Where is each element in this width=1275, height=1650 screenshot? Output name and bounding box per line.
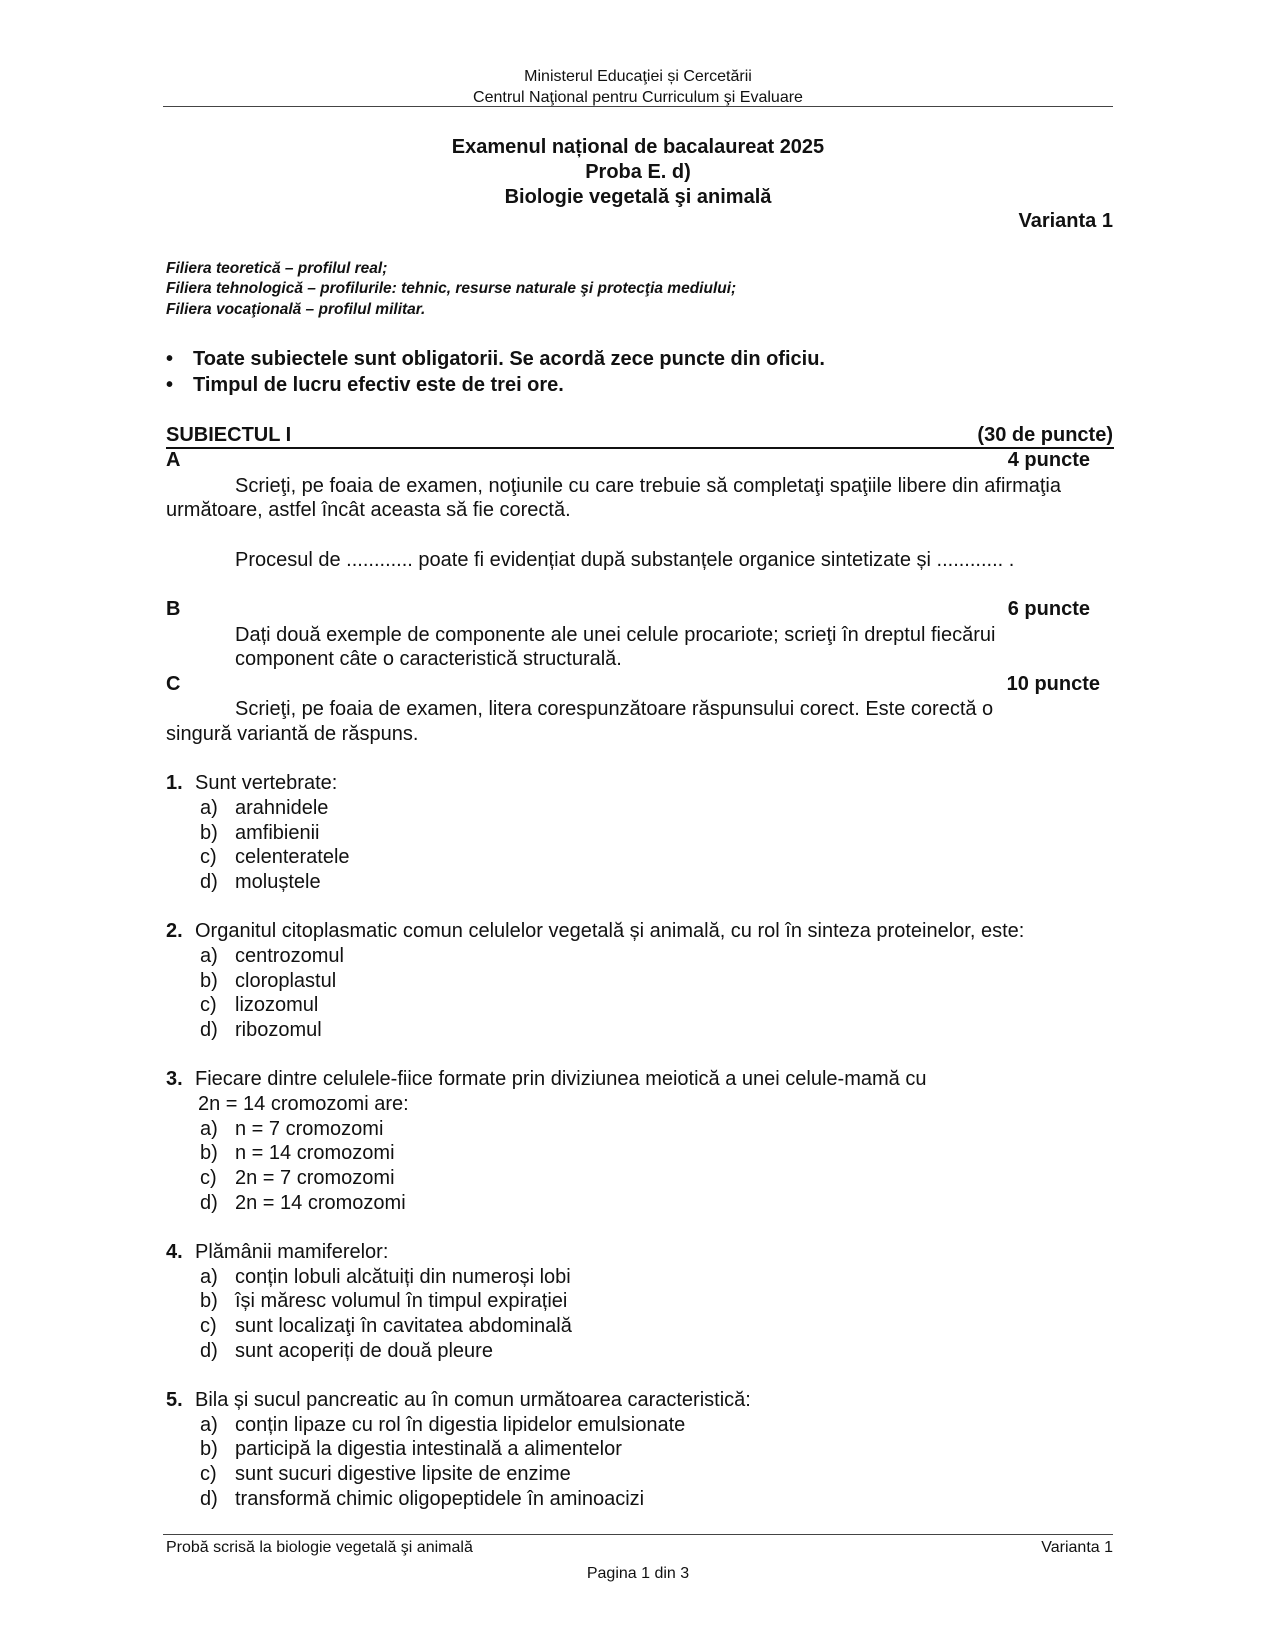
option-letter: c) xyxy=(200,1167,217,1189)
subject-title: SUBIECTUL I xyxy=(166,424,292,446)
section-a-letter: A xyxy=(166,449,181,471)
option-letter: b) xyxy=(200,822,218,844)
filiera-line: Filiera tehnologică – profilurile: tehnic, resurse naturale şi protecţia mediului; xyxy=(166,280,737,297)
option-text: lizozomul xyxy=(235,994,319,1016)
section-c-points: 10 puncte xyxy=(1006,673,1100,695)
option-text: 2n = 14 cromozomi xyxy=(235,1192,406,1214)
option-text: își măresc volumul în timpul expirației xyxy=(235,1290,568,1312)
option-text: conțin lipaze cu rol în digestia lipidelor emulsionate xyxy=(235,1414,686,1436)
option-letter: a) xyxy=(200,945,218,967)
question-text: Fiecare dintre celulele-fiice formate prin diviziunea meiotică a unei celule-mamă cu xyxy=(195,1068,927,1090)
question-number: 4. xyxy=(166,1241,183,1263)
option-text: sunt acoperiți de două pleure xyxy=(235,1340,493,1362)
option-text: transformă chimic oligopeptidele în aminoacizi xyxy=(235,1488,645,1510)
section-a-statement: Procesul de ............ poate fi evidențiat după substanțele organice sintetizate și ............ . xyxy=(235,549,1015,571)
option-letter: d) xyxy=(200,1192,218,1214)
option-text: n = 14 cromozomi xyxy=(235,1142,395,1164)
section-c-instruction: Scrieţi, pe foaia de examen, litera corespunzătoare răspunsului corect. Este corectă o xyxy=(235,698,994,720)
question-text-cont: 2n = 14 cromozomi are: xyxy=(198,1093,409,1115)
question-number: 3. xyxy=(166,1068,183,1090)
option-letter: b) xyxy=(200,970,218,992)
option-text: moluștele xyxy=(235,871,321,893)
option-letter: c) xyxy=(200,846,217,868)
question-text: Organitul citoplasmatic comun celulelor vegetală și animală, cu rol în sinteza proteinelor, este: xyxy=(195,920,1025,942)
option-letter: c) xyxy=(200,994,217,1016)
option-letter: c) xyxy=(200,1463,217,1485)
instruction-item xyxy=(166,346,825,372)
ministry-name: Ministerul Educaţiei și Cercetării xyxy=(524,68,752,85)
option-letter: b) xyxy=(200,1438,218,1460)
option-text: conțin lobuli alcătuiți din numeroși lobi xyxy=(235,1266,571,1288)
bullet-icon: • xyxy=(166,374,174,396)
center-name: Centrul Naţional pentru Curriculum şi Evaluare xyxy=(473,89,803,106)
exam-subject: Biologie vegetală şi animală xyxy=(504,186,772,208)
filiera-line: Filiera teoretică – profilul real; xyxy=(166,260,388,277)
footer-divider xyxy=(163,1534,1113,1535)
question-number: 5. xyxy=(166,1389,183,1411)
exam-title: Examenul național de bacalaureat 2025 xyxy=(451,136,825,158)
option-letter: a) xyxy=(200,1266,218,1288)
option-letter: a) xyxy=(200,1414,218,1436)
footer-left: Probă scrisă la biologie vegetală şi animală xyxy=(166,1539,473,1556)
footer-right: Varianta 1 xyxy=(1041,1539,1113,1556)
option-text: ribozomul xyxy=(235,1019,322,1041)
section-c-letter: C xyxy=(166,673,181,695)
option-text: amfibienii xyxy=(235,822,320,844)
option-letter: a) xyxy=(200,797,218,819)
section-b-points: 6 puncte xyxy=(1007,598,1090,620)
option-text: n = 7 cromozomi xyxy=(235,1118,384,1140)
option-text: celenteratele xyxy=(235,846,350,868)
option-letter: d) xyxy=(200,1488,218,1510)
question-number: 1. xyxy=(166,772,183,794)
option-letter: b) xyxy=(200,1142,218,1164)
section-b-text-cont: component câte o caracteristică structurală. xyxy=(235,648,622,670)
page-number: Pagina 1 din 3 xyxy=(586,1565,690,1582)
section-a-points: 4 puncte xyxy=(1007,449,1090,471)
option-letter: d) xyxy=(200,1340,218,1362)
option-letter: b) xyxy=(200,1290,218,1312)
exam-proba: Proba E. d) xyxy=(585,161,691,183)
instruction-item xyxy=(166,372,564,398)
question-number: 2. xyxy=(166,920,183,942)
instruction-text: Toate subiectele sunt obligatorii. Se acordă zece puncte din oficiu. xyxy=(193,348,825,370)
section-b-text: Dați două exemple de componente ale unei celule procariote; scrieţi în dreptul fiecărui xyxy=(235,624,996,646)
section-a-instruction-cont: următoare, astfel încât aceasta să fie corectă. xyxy=(166,499,571,521)
option-text: arahnidele xyxy=(235,797,329,819)
question-text: Plămânii mamiferelor: xyxy=(195,1241,389,1263)
section-c-instruction-cont: singură variantă de răspuns. xyxy=(166,723,419,745)
option-letter: c) xyxy=(200,1315,217,1337)
question-text: Sunt vertebrate: xyxy=(195,772,338,794)
section-a-instruction: Scrieţi, pe foaia de examen, noţiunile cu care trebuie să completaţi spaţiile libere din afirmaţia xyxy=(235,475,1061,497)
option-letter: d) xyxy=(200,871,218,893)
option-text: 2n = 7 cromozomi xyxy=(235,1167,395,1189)
option-text: sunt sucuri digestive lipsite de enzime xyxy=(235,1463,571,1485)
instruction-text: Timpul de lucru efectiv este de trei ore. xyxy=(193,374,564,396)
variant-label: Varianta 1 xyxy=(1018,210,1113,232)
option-letter: d) xyxy=(200,1019,218,1041)
filiera-line: Filiera vocaţională – profilul militar. xyxy=(166,301,426,318)
option-letter: a) xyxy=(200,1118,218,1140)
option-text: cloroplastul xyxy=(235,970,337,992)
header-divider xyxy=(163,106,1113,107)
question-text: Bila și sucul pancreatic au în comun următoarea caracteristică: xyxy=(195,1389,751,1411)
section-b-letter: B xyxy=(166,598,181,620)
bullet-icon: • xyxy=(166,348,174,370)
option-text: sunt localizaţi în cavitatea abdominală xyxy=(235,1315,572,1337)
subject-points: (30 de puncte) xyxy=(977,424,1113,446)
subject-underline xyxy=(166,447,1114,449)
option-text: centrozomul xyxy=(235,945,344,967)
option-text: participă la digestia intestinală a alimentelor xyxy=(235,1438,622,1460)
